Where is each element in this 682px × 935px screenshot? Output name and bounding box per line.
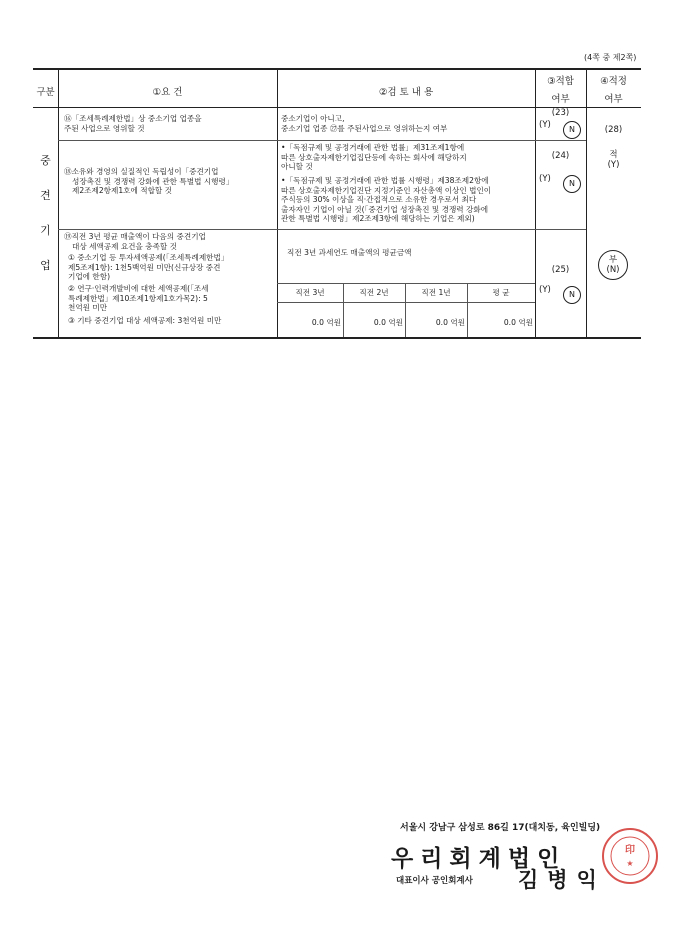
col-divider-1 — [58, 68, 59, 338]
row3-yes: (Y) — [539, 285, 551, 295]
row3-num: (25) — [551, 265, 570, 275]
row-separator-1 — [58, 140, 586, 141]
row3-requirement: ⑲직전 3년 평균 매출액이 다음의 중견기업 대상 세액공제 요건을 충족할 것 ① 중소기업 등 투자세액공제(「조세특례제한법」 제5조제1항): 1천5백억원 미만(신규상장 중견 기업에 한함) ② 연구·인력개발비에 대한 세액공제(「조세 특례제한법」제10조제1항제1호가목2): 5 천억원 미만 ③ 기타 중견기업 대상 세액공제: 3천억원 미만 — [64, 232, 229, 325]
col4-yes: (Y) — [607, 160, 620, 170]
row2-no-circle[interactable]: N — [563, 171, 581, 193]
category-char-3: 기 — [40, 224, 51, 237]
inner-value-3y: 0.0 억원 — [311, 318, 341, 327]
row1-yes: (Y) — [539, 120, 551, 130]
header-yogun: ①요 건 — [152, 87, 183, 98]
row3-review-title: 직전 3년 과세연도 매출액의 평균금액 — [287, 248, 412, 257]
header-fit1-bottom: 여부 — [551, 94, 570, 105]
row1-requirement: ⑯「조세특례제한법」상 중소기업 업종을 주된 사업으로 영위할 것 — [64, 114, 202, 133]
inner-value-avg: 0.0 억원 — [503, 318, 533, 327]
header-fit1-top: ③적합 — [547, 76, 574, 87]
header-fit2-top: ④적정 — [600, 76, 627, 87]
table-bottom-border — [33, 337, 641, 339]
row1-no-circle[interactable]: N — [563, 117, 581, 139]
inner-header-avg: 평 균 — [492, 288, 510, 297]
row2-yes: (Y) — [539, 174, 551, 184]
col-divider-4 — [586, 68, 587, 338]
representative-title: 대표이사 공인회계사 — [396, 876, 473, 886]
col4-num: (28) — [604, 125, 623, 135]
col4-label: 적 — [609, 150, 618, 160]
page-count: (4쪽 중 제2쪽) — [584, 53, 637, 62]
row2-num: (24) — [551, 151, 570, 161]
header-fit2-bottom: 여부 — [604, 94, 623, 105]
inner-table-mid — [277, 302, 535, 303]
inner-value-2y: 0.0 억원 — [373, 318, 403, 327]
table-top-border — [33, 68, 641, 70]
firm-address: 서울시 강남구 삼성로 86길 17(대치동, 육인빌딩) — [400, 823, 601, 833]
col4-bu-circle[interactable]: 부 (N) — [598, 250, 628, 280]
firm-name: 우리회계법인 — [391, 845, 567, 872]
row1-review: 중소기업이 아니고, 중소기업 업종 ㉗를 주된사업으로 영위하는지 여부 — [281, 114, 448, 133]
row2-review-a: •「독점규제 및 공정거래에 관한 법률」제31조제1항에 따른 상호출자제한기업집단등에 속하는 회사에 해당하지 아니할 것 — [281, 143, 467, 172]
row2-requirement: ⑱소유와 경영의 실질적인 독립성이「중견기업 성장촉진 및 경쟁력 강화에 관한 특별법 시행령」 제2조제2항제1호에 적합할 것 — [64, 167, 234, 196]
seal-inner-ring — [611, 837, 649, 875]
inner-header-2y: 직전 2년 — [359, 288, 389, 297]
row1-num: (23) — [551, 108, 570, 118]
category-char-4: 업 — [40, 259, 51, 272]
inner-header-3y: 직전 3년 — [295, 288, 325, 297]
row3-no-circle[interactable]: N — [563, 282, 581, 304]
row-separator-2 — [58, 229, 586, 230]
row2-review-b: •「독점규제 및 공정거래에 관한 법률 시행령」제38조제2항에 따른 상호출자제한기업진단 지정기준인 자산총액 이상인 법인이 주식등의 30% 이상을 직·간접적으로 소유한 경우로서 최다 출자자인 기업이 아닐 것(「중견기업 성장촉진 및 경쟁력 강화에 관한 특별법 시행령」제2조제3항에 해당하는 기업은 제외) — [281, 176, 492, 224]
inner-table-top — [277, 283, 535, 284]
header-gubun: 구분 — [36, 87, 55, 98]
inner-header-1y: 직전 1년 — [421, 288, 451, 297]
inner-value-1y: 0.0 억원 — [435, 318, 465, 327]
representative-name: 김병익 — [518, 867, 606, 892]
company-seal — [600, 826, 660, 886]
seal-glyph-1: 印 — [625, 845, 635, 856]
header-review: ②검 토 내 용 — [378, 87, 434, 98]
category-char-2: 견 — [40, 189, 51, 202]
seal-glyph-2: ★ — [626, 859, 634, 868]
category-char-1: 중 — [40, 154, 51, 167]
